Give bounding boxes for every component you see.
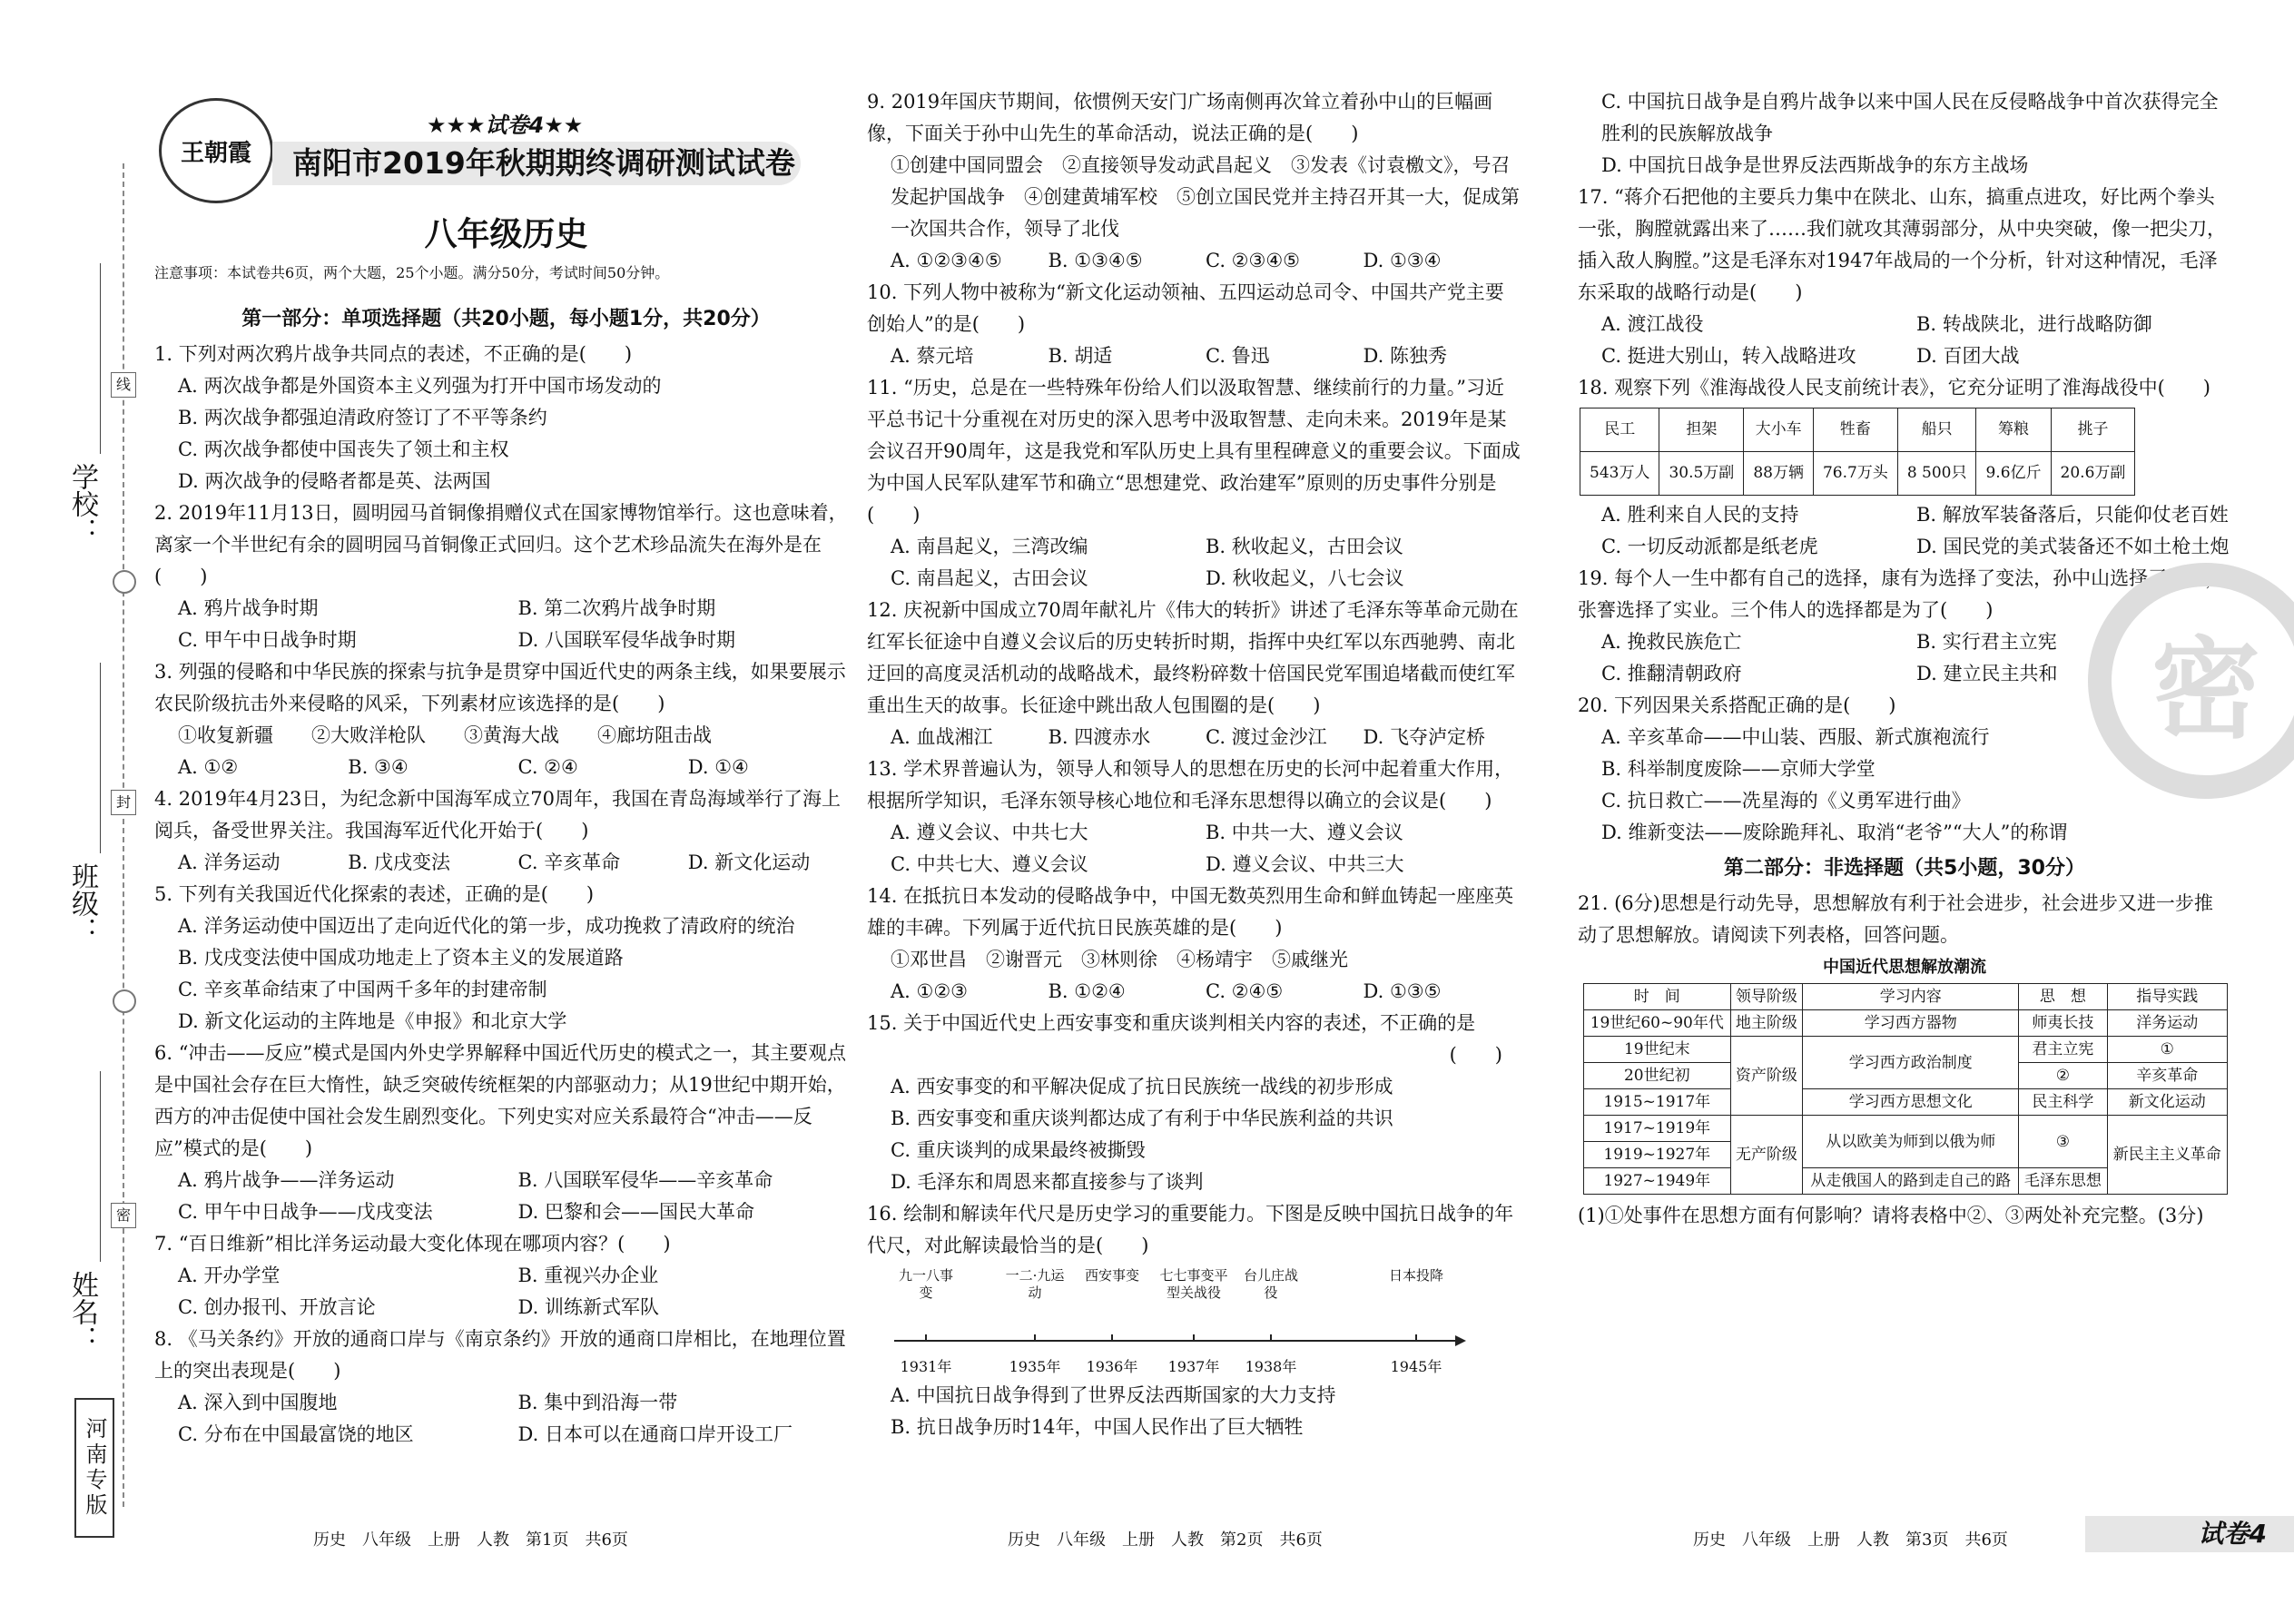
option-a: A. ①②③④⑤ bbox=[891, 250, 1002, 271]
question-stem: 21. (6分)思想是行动先导，思想解放有利于社会进步，社会进步又进一步推动了思想解放。请阅读下列表格，回答问题。 bbox=[1578, 892, 2213, 946]
option-a: A. 辛亥革命——中山装、西服、新式旗袍流行 bbox=[1601, 726, 1990, 748]
question-items: ①邓世昌 ②谢晋元 ③林则徐 ④杨靖宇 ⑤戚继光 bbox=[891, 949, 1348, 970]
option-d: D. 八国联军侵华战争时期 bbox=[517, 629, 735, 651]
table-cell: 无产阶级 bbox=[1730, 1116, 1803, 1195]
table-header-cell: 时 间 bbox=[1584, 984, 1731, 1010]
binding-ring-icon bbox=[113, 989, 136, 1013]
option-b: B. 集中到沿海一带 bbox=[517, 1392, 678, 1413]
options bbox=[867, 817, 1521, 881]
option-b: B. 科举制度废除——京师大学堂 bbox=[1601, 758, 1876, 780]
option-d: D. 巴黎和会——国民大革命 bbox=[517, 1201, 754, 1223]
option-b: B. 解放军装备落后，只能仰仗老百姓 bbox=[1916, 504, 2229, 526]
table-cell: 学习西方器物 bbox=[1803, 1010, 2019, 1037]
option-a: A. 西安事变的和平解决促成了抗日民族统一战线的初步形成 bbox=[891, 1076, 1393, 1097]
paper-title: 南阳市2019年秋期期终调研测试试卷 bbox=[272, 142, 801, 185]
timeline-year: 1936年 bbox=[1086, 1358, 1138, 1375]
option-d: D. ①③④ bbox=[1363, 250, 1442, 271]
question-17 bbox=[1578, 182, 2231, 372]
timeline-year: 1938年 bbox=[1245, 1358, 1297, 1375]
question-items: ①创建中国同盟会 ②直接领导发动武昌起义 ③发表《讨袁檄文》，号召发起护国战争 ④创建黄埔军校 ⑤创立国民党并主持召开其一大，促成第一次国共合作，领导了北伐 bbox=[891, 154, 1520, 240]
question-stem: 1. 下列对两次鸦片战争共同点的表述，不正确的是( ) bbox=[154, 343, 633, 365]
watermark-seal: 密 bbox=[2088, 563, 2294, 799]
table-row bbox=[1584, 1037, 2228, 1063]
option-d: D. 建立民主共和 bbox=[1916, 663, 2058, 684]
class-label: 班级： bbox=[66, 862, 98, 944]
option-a: A. 胜利来自人民的支持 bbox=[1601, 504, 1799, 526]
option-b: B. 实行君主立宪 bbox=[1916, 631, 2057, 653]
question-15 bbox=[867, 1008, 1521, 1198]
table-cell: 20.6万副 bbox=[2051, 452, 2135, 496]
table-cell: 学习西方政治制度 bbox=[1803, 1037, 2019, 1089]
table-header-cell: 领导阶级 bbox=[1730, 984, 1803, 1010]
table-cell: 20世纪初 bbox=[1584, 1063, 1731, 1089]
option-c: C. ②④ bbox=[517, 756, 578, 778]
timeline-event: 七七事变平型关战役 bbox=[1159, 1267, 1228, 1301]
option-b: B. 第二次鸦片战争时期 bbox=[517, 597, 716, 619]
timeline-event: 日本投降 bbox=[1388, 1267, 1443, 1284]
support-statistics-table bbox=[1580, 408, 2135, 496]
table-cell: 新民主主义革命 bbox=[2107, 1116, 2228, 1195]
option-a: A. 挽救民族危亡 bbox=[1601, 631, 1742, 653]
exam-notice: 注意事项：本试卷共6页，两个大题，25个小题。满分50分，考试时间50分钟。 bbox=[154, 264, 670, 281]
sub-question-1: (1)①处事件在思想方面有何影响？请将表格中②、③两处补充完整。(3分) bbox=[1578, 1205, 2204, 1226]
option-b: B. 戊戌变法使中国成功地走上了资本主义的发展道路 bbox=[178, 947, 624, 969]
question-2 bbox=[154, 497, 858, 656]
question-stem: 6. “冲击——反应”模式是国内外史学界解释中国近代历史的模式之一，其主要观点是中国社会存在巨大惰性，缺乏突破传统框架的内部驱动力；从19世纪中期开始，西方的冲击促使中国社会发生剧烈变化。下列史实对应关系最符合“冲击——反应”模式的是( ) bbox=[154, 1042, 847, 1159]
option-b: B. 戊戌变法 bbox=[348, 851, 451, 873]
question-6 bbox=[154, 1038, 858, 1228]
timeline-event: 九一八事变 bbox=[898, 1267, 953, 1301]
option-b: B. ③④ bbox=[348, 756, 409, 778]
table-cell: 资产阶级 bbox=[1730, 1037, 1803, 1116]
option-c: C. 一切反动派都是纸老虎 bbox=[1601, 536, 1818, 557]
table-header-cell: 担架 bbox=[1659, 408, 1744, 452]
timeline-axis bbox=[894, 1340, 1457, 1342]
option-c: C. 两次战争都使中国丧失了领土和主权 bbox=[178, 438, 509, 460]
table-cell-blank-3: ③ bbox=[2019, 1116, 2107, 1168]
table-row bbox=[1584, 1010, 2228, 1037]
table-header-cell: 筹粮 bbox=[1976, 408, 2051, 452]
option-c: C. 抗日救亡——冼星海的《义勇军进行曲》 bbox=[1601, 790, 1971, 812]
name-label: 姓名： bbox=[66, 1271, 98, 1353]
brand-logo: 王朝霞 bbox=[159, 98, 273, 203]
option-d: D. 维新变法——废除跪拜礼、取消“老爷”“大人”的称谓 bbox=[1601, 822, 2068, 843]
option-a: A. 遵义会议、中共七大 bbox=[891, 822, 1088, 843]
option-a: A. 中国抗日战争得到了世界反法西斯国家的大力支持 bbox=[891, 1384, 1336, 1406]
school-label: 学校： bbox=[66, 463, 98, 545]
question-3 bbox=[154, 656, 858, 783]
option-c: C. 辛亥革命结束了中国两千多年的封建帝制 bbox=[178, 979, 547, 1000]
page-1-column bbox=[154, 300, 858, 1451]
option-d: D. 训练新式军队 bbox=[517, 1296, 659, 1318]
option-b: B. 两次战争都强迫清政府签订了不平等条约 bbox=[178, 407, 547, 428]
table-cell: 1917~1919年 bbox=[1584, 1116, 1731, 1142]
table-cell: 1919~1927年 bbox=[1584, 1142, 1731, 1168]
table-header-row bbox=[1584, 984, 2228, 1010]
timeline-arrow-icon bbox=[1455, 1335, 1466, 1346]
question-stem: 11. “历史，总是在一些特殊年份给人们以汲取智慧、继续前行的力量。”习近平总书记十分重视在对历史的深入思考中汲取智慧、走向未来。2019年是某会议召开90周年，这是我党和军队历史上具有里程碑意义的重要会议。下面成为中国人民军队建军节和确立“思想建党、政治建军”原则的历史事件分别是( ) bbox=[867, 377, 1521, 526]
option-c: C. 辛亥革命 bbox=[517, 851, 621, 873]
timeline-tick bbox=[1415, 1334, 1417, 1342]
binding-strip bbox=[0, 0, 145, 1624]
question-stem: 17. “蒋介石把他的主要兵力集中在陕北、山东，搞重点进攻，好比两个拳头一张，胸膛就露出来了……我们就攻其薄弱部分，从中央突破，像一把尖刀，插入敌人胸膛。”这是毛泽东对1947年战局的一个分析，针对这种情况，毛泽东采取的战略行动是( ) bbox=[1578, 186, 2226, 303]
table-cell: 学习西方思想文化 bbox=[1803, 1089, 2019, 1116]
options bbox=[867, 976, 1521, 1008]
option-a: A. ①②③ bbox=[891, 980, 968, 1002]
question-stem: 7. “百日维新”相比洋务运动最大变化体现在哪项内容？( ) bbox=[154, 1233, 671, 1255]
option-b: B. 西安事变和重庆谈判都达成了有利于中华民族利益的共识 bbox=[891, 1107, 1393, 1129]
option-d: D. 日本可以在通商口岸开设工厂 bbox=[517, 1423, 793, 1445]
table-header-cell: 民工 bbox=[1580, 408, 1659, 452]
option-d: D. ①④ bbox=[687, 756, 749, 778]
table-cell: 19世纪末 bbox=[1584, 1037, 1731, 1063]
option-a: A. 深入到中国腹地 bbox=[178, 1392, 338, 1413]
option-c: C. 创办报刊、开放言论 bbox=[178, 1296, 376, 1318]
question-stem: 15. 关于中国近代史上西安事变和重庆谈判相关内容的表述，不正确的是 bbox=[867, 1012, 1476, 1034]
question-stem: 20. 下列因果关系搭配正确的是( ) bbox=[1578, 694, 1896, 716]
seal-char-xian: 线 bbox=[111, 372, 136, 398]
option-b: B. 四渡赤水 bbox=[1048, 726, 1151, 748]
question-16-continued bbox=[1578, 86, 2231, 182]
timeline-figure bbox=[894, 1267, 1475, 1376]
options bbox=[1578, 309, 2231, 372]
question-stem: 18. 观察下列《淮海战役人民支前统计表》，它充分证明了淮海战役中( ) bbox=[1578, 377, 2210, 399]
timeline-tick bbox=[1111, 1334, 1113, 1342]
question-stem: 5. 下列有关我国近代化探索的表述，正确的是( ) bbox=[154, 883, 595, 905]
option-d: D. 两次战争的侵略者都是英、法两国 bbox=[178, 470, 491, 492]
question-18 bbox=[1578, 372, 2231, 563]
question-stem: 19. 每个人一生中都有自己的选择，康有为选择了变法，孙中山选择了革命，张謇选择了实业。三个伟人的选择都是为了( ) bbox=[1578, 567, 2225, 621]
question-stem: 4. 2019年4月23日，为纪念新中国海军成立70周年，我国在青岛海域举行了海上阅兵，备受世界关注。我国海军近代化开始于( ) bbox=[154, 788, 841, 842]
table-cell: 8 500只 bbox=[1897, 452, 1976, 496]
binding-dash-line bbox=[123, 163, 124, 1507]
question-stem: 12. 庆祝新中国成立70周年献礼片《伟大的转折》讲述了毛泽东等革命元勋在红军长征途中自遵义会议后的历史转折时期，指挥中央红军以东西驰骋、南北迂回的高度灵活机动的战略战术，最终粉碎数十倍国民党军围追堵截而使红军重出生天的故事。长征途中跳出敌人包围圈的是( ) bbox=[867, 599, 1519, 716]
question-11 bbox=[867, 372, 1521, 595]
option-b: B. 八国联军侵华——辛亥革命 bbox=[517, 1169, 773, 1191]
school-line bbox=[100, 263, 101, 454]
option-b: B. 秋收起义，古田会议 bbox=[1206, 536, 1403, 557]
question-stem: 13. 学术界普遍认为，领导人和领导人的思想在历史的长河中起着重大作用，根据所学知识，毛泽东领导核心地位和毛泽东思想得以确立的会议是( ) bbox=[867, 758, 1514, 812]
option-b: B. 抗日战争历时14年，中国人民作出了巨大牺牲 bbox=[891, 1416, 1304, 1438]
table-cell: 君主立宪 bbox=[2019, 1037, 2107, 1063]
option-c: C. 分布在中国最富饶的地区 bbox=[178, 1423, 414, 1445]
table-cell-blank-2: ② bbox=[2019, 1063, 2107, 1089]
option-a: A. 蔡元培 bbox=[891, 345, 974, 367]
table-cell: 新文化运动 bbox=[2107, 1089, 2228, 1116]
table-header-cell: 思 想 bbox=[2019, 984, 2107, 1010]
page-2-column bbox=[867, 86, 1521, 1443]
options bbox=[154, 847, 858, 879]
option-a: A. 洋务运动使中国迈出了走向近代化的第一步，成功挽救了清政府的统治 bbox=[178, 915, 795, 937]
grade-title: 八年级历史 bbox=[424, 216, 588, 253]
question-stem: 14. 在抵抗日本发动的侵略战争中，中国无数英烈用生命和鲜血铸起一座座英雄的丰碑。下列属于近代抗日民族英雄的是( ) bbox=[867, 885, 1514, 939]
option-a: A. ①② bbox=[178, 756, 239, 778]
seal-char-mi: 密 bbox=[111, 1203, 136, 1228]
options bbox=[867, 245, 1521, 277]
table-cell: 辛亥革命 bbox=[2107, 1063, 2228, 1089]
option-c: C. 挺进大别山，转入战略进攻 bbox=[1601, 345, 1856, 367]
options bbox=[1578, 499, 2231, 563]
footer-page-2: 历史 八年级 上册 人教 第2页 共6页 bbox=[1008, 1530, 1323, 1550]
table-cell: 从以欧美为师到以俄为师 bbox=[1803, 1116, 2019, 1168]
option-c: C. 鲁迅 bbox=[1206, 345, 1270, 367]
question-9 bbox=[867, 86, 1521, 277]
option-c: C. ②④⑤ bbox=[1206, 980, 1284, 1002]
option-d: D. 毛泽东和周恩来都直接参与了谈判 bbox=[891, 1171, 1204, 1193]
option-d: D. 新文化运动的主阵地是《申报》和北京大学 bbox=[178, 1010, 567, 1032]
option-a: A. 血战湘江 bbox=[891, 726, 993, 748]
option-b: B. ①③④⑤ bbox=[1048, 250, 1143, 271]
question-10 bbox=[867, 277, 1521, 372]
question-stem: 3. 列强的侵略和中华民族的探索与抗争是贯穿中国近代史的两条主线，如果要展示农民阶级抗击外来侵略的风采，下列素材应该选择的是( ) bbox=[154, 661, 846, 714]
table-cell: 毛泽东思想 bbox=[2019, 1168, 2107, 1195]
table-cell: 地主阶级 bbox=[1730, 1010, 1803, 1037]
options bbox=[154, 752, 858, 783]
section-2-title: 第二部分：非选择题（共5小题，30分） bbox=[1724, 857, 2085, 880]
table-cell: 洋务运动 bbox=[2107, 1010, 2228, 1037]
timeline-year: 1935年 bbox=[1009, 1358, 1061, 1375]
question-13 bbox=[867, 753, 1521, 881]
option-d: D. 陈独秀 bbox=[1363, 345, 1447, 367]
question-items: ①收复新疆 ②大败洋枪队 ③黄海大战 ④廊坊阻击战 bbox=[178, 724, 712, 746]
option-d: D. 秋收起义，八七会议 bbox=[1206, 567, 1404, 589]
table-row bbox=[1584, 1116, 2228, 1142]
table-header-cell: 船只 bbox=[1897, 408, 1976, 452]
class-line bbox=[100, 663, 101, 853]
option-b: B. 转战陕北，进行战略防御 bbox=[1916, 313, 2152, 335]
timeline-event: 台儿庄战役 bbox=[1243, 1267, 1298, 1301]
table-header-cell: 挑子 bbox=[2051, 408, 2135, 452]
answer-paren: ( ) bbox=[1449, 1044, 1502, 1066]
table-cell: 88万辆 bbox=[1744, 452, 1814, 496]
option-a: A. 洋务运动 bbox=[178, 851, 281, 873]
table-header-row bbox=[1580, 408, 2135, 452]
timeline-tick bbox=[1270, 1334, 1272, 1342]
question-12 bbox=[867, 595, 1521, 753]
timeline-tick bbox=[1193, 1334, 1195, 1342]
table-cell: 1927~1949年 bbox=[1584, 1168, 1731, 1195]
option-d: D. 新文化运动 bbox=[687, 851, 811, 873]
question-8 bbox=[154, 1324, 858, 1451]
options bbox=[867, 340, 1521, 372]
option-a: A. 渡江战役 bbox=[1601, 313, 1704, 335]
question-stem: 8. 《马关条约》开放的通商口岸与《南京条约》开放的通商口岸相比，在地理位置上的突出表现是( ) bbox=[154, 1328, 846, 1382]
options bbox=[867, 722, 1521, 753]
table-cell: 76.7万头 bbox=[1813, 452, 1897, 496]
binding-ring-icon bbox=[113, 570, 136, 594]
question-5 bbox=[154, 879, 858, 1038]
option-d: D. ①③⑤ bbox=[1363, 980, 1442, 1002]
options bbox=[154, 1260, 858, 1324]
table-cell: 师夷长技 bbox=[2019, 1010, 2107, 1037]
option-d: D. 遵义会议、中共三大 bbox=[1206, 853, 1404, 875]
paper-tag: ★★★试卷4★★ bbox=[427, 113, 584, 138]
table-header-cell: 学习内容 bbox=[1803, 984, 2019, 1010]
options bbox=[154, 593, 858, 656]
option-b: B. 重视兴办企业 bbox=[517, 1265, 659, 1286]
question-stem: 2. 2019年11月13日，圆明园马首铜像捐赠仪式在国家博物馆举行。这也意味着，离家一个半世纪有余的圆明园马首铜像正式回归。这个艺术珍品流失在海外是在( ) bbox=[154, 502, 848, 587]
table-cell: 30.5万副 bbox=[1659, 452, 1744, 496]
options bbox=[154, 1165, 858, 1228]
section-1-title: 第一部分：单项选择题（共20小题，每小题1分，共20分） bbox=[241, 308, 771, 330]
option-a: A. 南昌起义，三湾改编 bbox=[891, 536, 1088, 557]
option-a: A. 两次战争都是外国资本主义列强为打开中国市场发动的 bbox=[178, 375, 662, 397]
table-cell: 从走俄国人的路到走自己的路 bbox=[1803, 1168, 2019, 1195]
options bbox=[154, 1387, 858, 1451]
options bbox=[867, 531, 1521, 595]
timeline-event: 西安事变 bbox=[1084, 1267, 1139, 1284]
option-c: C. 渡过金沙江 bbox=[1206, 726, 1327, 748]
footer-page-1: 历史 八年级 上册 人教 第1页 共6页 bbox=[313, 1530, 628, 1550]
question-16 bbox=[867, 1198, 1521, 1443]
table-header-cell: 指导实践 bbox=[2107, 984, 2228, 1010]
table-header-cell: 牲畜 bbox=[1813, 408, 1897, 452]
timeline-tick bbox=[1034, 1334, 1036, 1342]
table-header-cell: 大小车 bbox=[1744, 408, 1814, 452]
table-cell: 19世纪60~90年代 bbox=[1584, 1010, 1731, 1037]
timeline-year: 1931年 bbox=[900, 1358, 952, 1375]
question-4 bbox=[154, 783, 858, 879]
table-cell: 民主科学 bbox=[2019, 1089, 2107, 1116]
name-line bbox=[100, 1071, 101, 1262]
question-stem: 9. 2019年国庆节期间，依惯例天安门广场南侧再次耸立着孙中山的巨幅画像，下面关于孙中山先生的革命活动，说法正确的是( ) bbox=[867, 91, 1493, 144]
table-row bbox=[1580, 452, 2135, 496]
question-7 bbox=[154, 1228, 858, 1324]
table-title: 中国近代思想解放潮流 bbox=[1823, 958, 1986, 977]
option-d: D. 国民党的美式装备还不如土枪土炮 bbox=[1916, 536, 2230, 557]
option-d: D. 中国抗日战争是世界反法西斯战争的东方主战场 bbox=[1601, 154, 2029, 176]
option-c: C. 推翻清朝政府 bbox=[1601, 663, 1742, 684]
timeline-year: 1937年 bbox=[1167, 1358, 1220, 1375]
option-d: D. 百团大战 bbox=[1916, 345, 2020, 367]
timeline-year: 1945年 bbox=[1390, 1358, 1442, 1375]
option-b: B. 胡适 bbox=[1048, 345, 1113, 367]
seal-char-feng: 封 bbox=[111, 790, 136, 815]
table-cell: 543万人 bbox=[1580, 452, 1659, 496]
corner-paper-tag: 试卷4 bbox=[2085, 1516, 2294, 1552]
option-a: A. 鸦片战争——洋务运动 bbox=[178, 1169, 395, 1191]
question-stem: 16. 绘制和解读年代尺是历史学习的重要能力。下图是反映中国抗日战争的年代尺，对此解读最恰当的是( ) bbox=[867, 1203, 1514, 1256]
question-21 bbox=[1578, 888, 2231, 1232]
table-cell: 9.6亿斤 bbox=[1976, 452, 2051, 496]
table-cell-blank-1: ① bbox=[2107, 1037, 2228, 1063]
option-c: C. ②③④⑤ bbox=[1206, 250, 1300, 271]
option-d: D. 飞夺泸定桥 bbox=[1363, 726, 1485, 748]
option-a: A. 鸦片战争时期 bbox=[178, 597, 319, 619]
edition-box: 河南专版 bbox=[74, 1398, 114, 1538]
question-stem: 10. 下列人物中被称为“新文化运动领袖、五四运动总司令、中国共产党主要创始人”的是( ) bbox=[867, 281, 1504, 335]
option-b: B. ①②④ bbox=[1048, 980, 1126, 1002]
question-14 bbox=[867, 881, 1521, 1008]
option-c: C. 中共七大、遵义会议 bbox=[891, 853, 1088, 875]
thought-liberation-table bbox=[1583, 983, 2228, 1195]
timeline-event: 一二·九运动 bbox=[1005, 1267, 1065, 1301]
footer-page-3: 历史 八年级 上册 人教 第3页 共6页 bbox=[1693, 1530, 2008, 1550]
option-b: B. 中共一大、遵义会议 bbox=[1206, 822, 1403, 843]
question-1 bbox=[154, 339, 858, 497]
table-cell: 1915~1917年 bbox=[1584, 1089, 1731, 1116]
table-row bbox=[1584, 1089, 2228, 1116]
option-a: A. 开办学堂 bbox=[178, 1265, 281, 1286]
option-c: C. 中国抗日战争是自鸦片战争以来中国人民在反侵略战争中首次获得完全胜利的民族解放战争 bbox=[1601, 91, 2219, 144]
option-c: C. 甲午中日战争时期 bbox=[178, 629, 357, 651]
option-c: C. 南昌起义，古田会议 bbox=[891, 567, 1088, 589]
option-c: C. 重庆谈判的成果最终被撕毁 bbox=[891, 1139, 1146, 1161]
timeline-tick bbox=[925, 1334, 927, 1342]
option-c: C. 甲午中日战争——戊戌变法 bbox=[178, 1201, 433, 1223]
